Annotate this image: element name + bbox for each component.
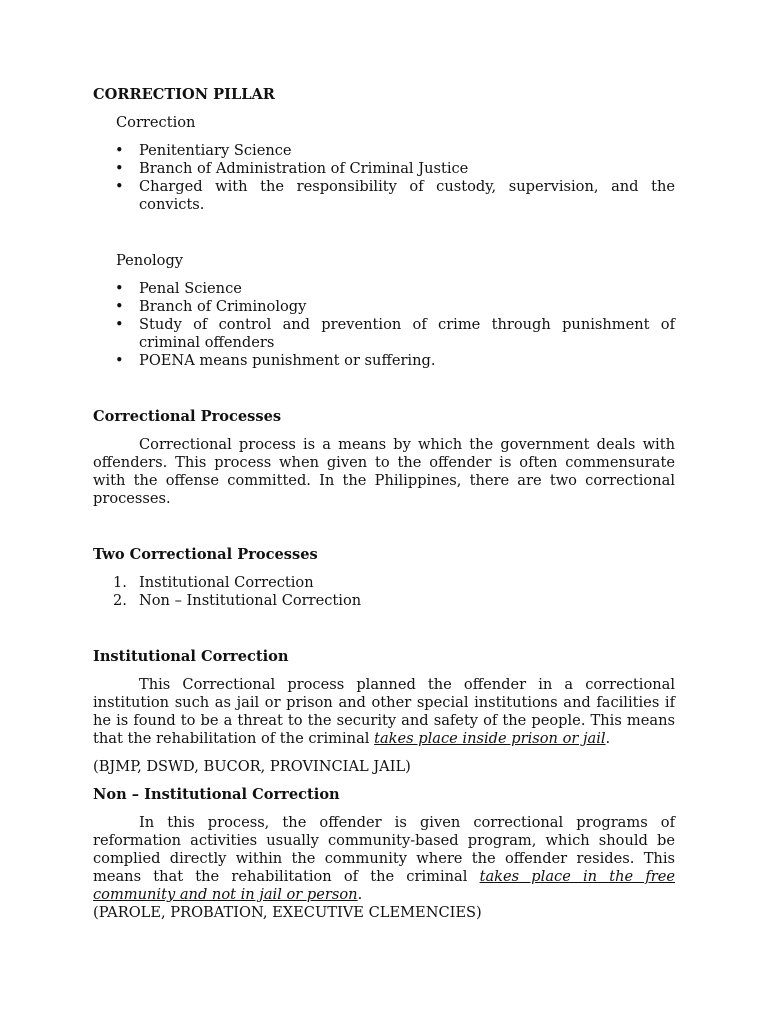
two-processes-list	[93, 574, 675, 610]
institutional-examples: (BJMP, DSWD, BUCOR, PROVINCIAL JAIL)	[93, 758, 411, 775]
non-institutional-body-end: .	[357, 886, 363, 903]
institutional-heading: Institutional Correction	[93, 648, 289, 665]
correction-list	[93, 142, 675, 214]
list-item: • Penitentiary Science	[93, 142, 675, 160]
list-item: • POENA means punishment or suffering.	[93, 352, 675, 370]
institutional-body-text: This Correctional process planned the offender in a correctional institution such as jail or prison and other special institutions and facilities if he is found to be a threat to the security and safety of the people. This means that the rehabilitation of the criminal	[93, 676, 675, 747]
list-item: • Charged with the responsibility of custody, supervision, and the convicts.	[93, 178, 675, 214]
non-institutional-body	[93, 814, 675, 904]
correction-pillar-heading: CORRECTION PILLAR	[93, 86, 275, 103]
list-item: • Penal Science	[93, 280, 675, 298]
correction-label: Correction	[116, 114, 196, 131]
non-institutional-examples: (PAROLE, PROBATION, EXECUTIVE CLEMENCIES)	[93, 904, 482, 921]
list-item-label: Institutional Correction	[139, 574, 314, 591]
list-item	[93, 592, 675, 610]
penology-list	[93, 280, 675, 370]
correctional-processes-body: Correctional process is a means by which the government deals with offenders. This process when given to the offender is often commensurate with the offense committed. In the Philippines, there are two correctional processes.	[93, 436, 675, 507]
institutional-body	[93, 676, 675, 748]
document-content	[93, 86, 675, 922]
non-institutional-emphasis: takes place in the free community and not in jail or person	[93, 868, 675, 903]
two-processes-heading: Two Correctional Processes	[93, 546, 318, 563]
list-item-label: Non – Institutional Correction	[139, 592, 362, 609]
correctional-processes-heading: Correctional Processes	[93, 408, 282, 425]
list-item: • Study of control and prevention of crime through punishment of criminal offenders	[93, 316, 675, 352]
list-item: • Branch of Administration of Criminal Justice	[93, 160, 675, 178]
non-institutional-heading: Non – Institutional Correction	[93, 786, 340, 803]
list-item: • Branch of Criminology	[93, 298, 675, 316]
non-institutional-body-text: In this process, the offender is given correctional programs of reformation activities usually community-based program, which should be complied directly within the community where the offender resides. This means that the rehabilitation of the criminal	[93, 814, 675, 885]
list-number: 1.	[113, 574, 127, 591]
list-item	[93, 574, 675, 592]
list-number: 2.	[113, 592, 127, 609]
institutional-emphasis: takes place inside prison or jail	[374, 730, 606, 747]
penology-label: Penology	[116, 252, 184, 269]
institutional-body-end: .	[605, 730, 611, 747]
